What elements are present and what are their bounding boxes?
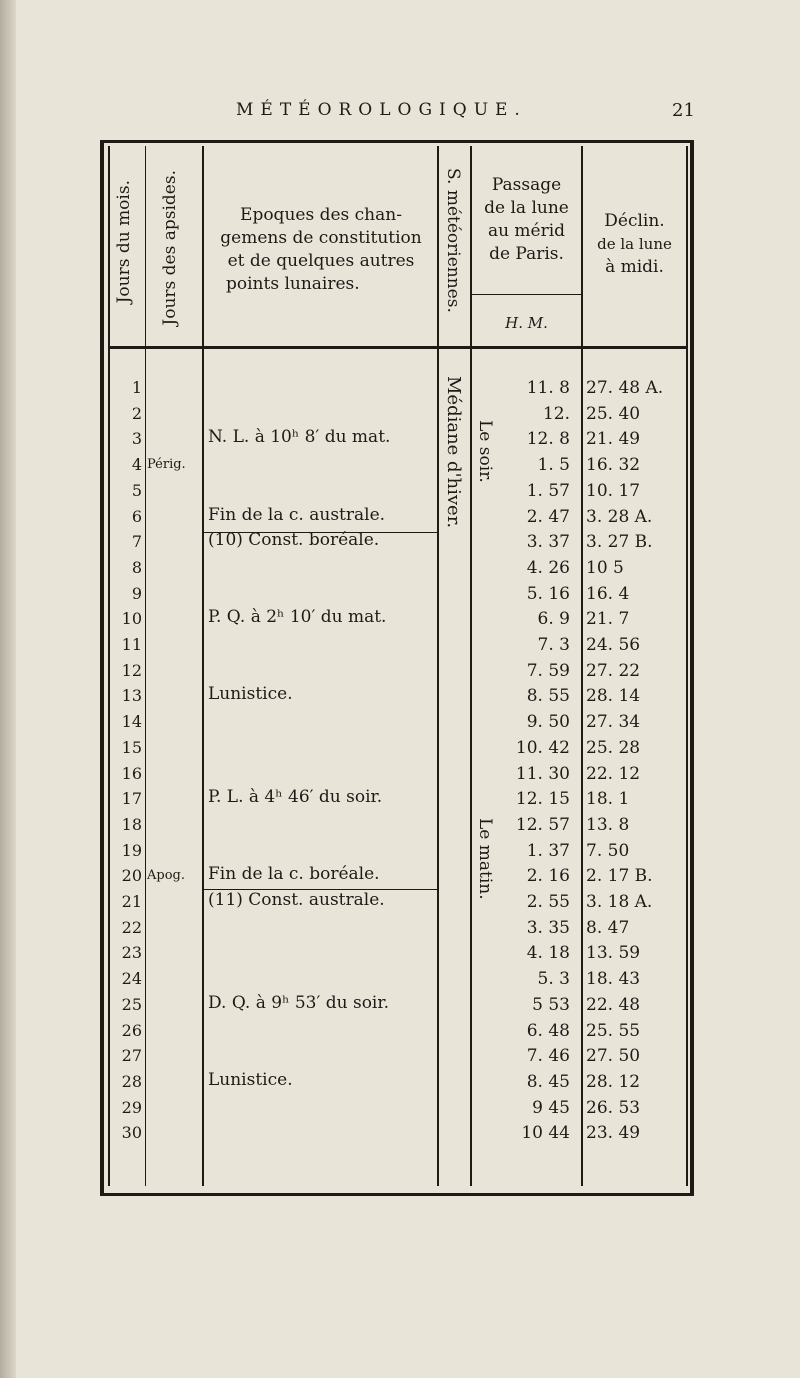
declination-value: 27. 22 (586, 660, 641, 681)
passage-time: 3. 35 (526, 917, 570, 938)
day-number: 9 (131, 583, 142, 603)
passage-time: 12. (542, 403, 570, 424)
rule (437, 146, 439, 1186)
passage-time: 7. 59 (526, 660, 570, 681)
day-number: 26 (121, 1020, 142, 1040)
header-days: Jours du mois. (114, 180, 134, 304)
page-number: 21 (672, 100, 695, 121)
declination-value: 27. 34 (586, 712, 641, 733)
event-text: Fin de la c. australe. (208, 504, 386, 525)
declination-value: 22. 12 (586, 763, 641, 784)
passage-time: 4. 18 (526, 943, 570, 964)
passage-time: 11. 8 (526, 378, 570, 398)
day-number: 28 (121, 1071, 142, 1091)
declination-value: 3. 28 A. (586, 506, 653, 527)
event-text: Fin de la c. boréale. (208, 864, 380, 885)
day-number: 21 (121, 892, 142, 911)
passage-time: 1. 57 (526, 480, 570, 501)
passage-time: 2. 16 (526, 866, 570, 887)
declination-value: 2. 17 B. (586, 866, 653, 887)
event-text: D. Q. à 9ʰ 53′ du soir. (208, 992, 390, 1013)
day-number: 19 (121, 840, 142, 860)
event-text: P. Q. à 2ʰ 10′ du mat. (208, 607, 387, 628)
header-meteor: S. météoriennes. (443, 168, 463, 313)
declination-value: 23. 49 (586, 1123, 641, 1144)
event-text: Lunistice. (208, 684, 293, 705)
day-number: 7 (131, 532, 142, 552)
running-head: MÉTÉOROLOGIQUE. (236, 100, 527, 120)
declination-value: 21. 49 (586, 429, 641, 450)
le-soir-label: Le soir. (475, 420, 495, 483)
declination-value: 13. 8 (586, 814, 630, 835)
declination-value: 10. 17 (586, 480, 641, 501)
mediane-label: Médiane d'hiver. (443, 376, 464, 529)
header-hm: H. M. (505, 314, 548, 332)
declination-value: 10 5 (586, 557, 624, 578)
passage-time: 5. 16 (526, 583, 570, 604)
declination-value: 28. 14 (586, 686, 641, 707)
day-number: 15 (121, 737, 142, 757)
day-number: 18 (121, 814, 142, 834)
book-gutter (0, 0, 16, 1378)
day-number: 14 (121, 712, 142, 732)
passage-time: 5. 3 (537, 969, 570, 990)
declination-value: 22. 48 (586, 994, 641, 1015)
passage-time: 1. 37 (526, 840, 570, 861)
declination-value: 13. 59 (586, 943, 641, 964)
day-number: 12 (121, 660, 142, 680)
day-number: 5 (131, 480, 142, 500)
day-number: 3 (131, 429, 142, 449)
day-number: 1 (131, 378, 142, 397)
declination-value: 25. 55 (586, 1020, 641, 1041)
hm-rule (472, 294, 581, 295)
header-declin: Déclin. de la lune à midi. (597, 211, 672, 277)
header-apsides: Jours des apsides. (160, 170, 180, 326)
event-text: P. L. à 4ʰ 46′ du soir. (208, 787, 383, 808)
day-number: 27 (121, 1046, 142, 1066)
declination-value: 21. 7 (586, 609, 630, 630)
declination-value: 7. 50 (586, 840, 630, 861)
passage-time: 7. 3 (537, 635, 570, 655)
passage-time: 2. 47 (526, 506, 570, 527)
day-number: 16 (121, 763, 142, 783)
header-epoques: Epoques des chan- gemens de constitution et de quelques autres points lunaires. (220, 205, 422, 294)
passage-time: 10 44 (521, 1123, 570, 1144)
event-text: N. L. à 10ʰ 8′ du mat. (208, 427, 391, 448)
passage-time: 12. 15 (515, 789, 570, 810)
apsis-label: Apog. (147, 868, 185, 884)
passage-time: 6. 48 (526, 1020, 570, 1041)
event-text: (11) Const. australe. (208, 890, 385, 910)
passage-time: 9. 50 (526, 712, 570, 733)
passage-time: 12. 8 (526, 429, 570, 450)
event-text: Lunistice. (208, 1069, 293, 1090)
day-number: 6 (131, 506, 142, 526)
day-number: 29 (121, 1097, 142, 1117)
passage-time: 5 53 (532, 994, 570, 1015)
day-number: 11 (121, 635, 142, 654)
passage-time: 8. 45 (526, 1071, 570, 1092)
rule (145, 146, 146, 1186)
day-number: 13 (121, 686, 142, 706)
rule (581, 146, 583, 1186)
passage-time: 4. 26 (526, 557, 570, 578)
day-number: 20 (121, 866, 142, 886)
declination-value: 27. 50 (586, 1046, 641, 1067)
passage-time: 10. 42 (515, 737, 570, 758)
declination-value: 28. 12 (586, 1071, 641, 1092)
passage-time: 3. 37 (526, 532, 570, 553)
day-number: 25 (121, 994, 142, 1014)
passage-time: 1. 5 (537, 455, 570, 476)
passage-time: 7. 46 (526, 1046, 570, 1067)
passage-time: 8. 55 (526, 686, 570, 707)
declination-value: 18. 1 (586, 789, 630, 810)
declination-value: 16. 32 (586, 455, 641, 476)
day-number: 4 (131, 455, 142, 475)
day-number: 22 (121, 917, 142, 937)
passage-time: 6. 9 (537, 609, 570, 630)
declination-value: 8. 47 (586, 917, 630, 938)
declination-value: 16. 4 (586, 583, 630, 604)
event-text: (10) Const. boréale. (208, 530, 380, 551)
declination-value: 27. 48 A. (586, 378, 664, 398)
declination-value: 25. 28 (586, 737, 641, 758)
passage-time: 12. 57 (515, 814, 570, 835)
passage-time: 11. 30 (515, 763, 570, 784)
day-number: 2 (131, 403, 142, 423)
day-number: 10 (121, 609, 142, 629)
declination-value: 18. 43 (586, 969, 641, 990)
day-number: 17 (121, 789, 142, 809)
rule (470, 146, 472, 1186)
declination-value: 3. 27 B. (586, 532, 653, 553)
day-number: 24 (121, 969, 142, 989)
day-number: 30 (121, 1123, 142, 1143)
passage-time: 9 45 (532, 1097, 570, 1118)
declination-value: 3. 18 A. (586, 892, 653, 912)
passage-time: 2. 55 (526, 892, 570, 912)
declination-value: 24. 56 (586, 635, 641, 655)
rule (202, 146, 204, 1186)
declination-value: 26. 53 (586, 1097, 641, 1118)
day-number: 8 (131, 557, 142, 577)
header-rule (108, 346, 688, 349)
apsis-label: Périg. (147, 457, 186, 473)
header-passage: Passage de la lune au mérid de Paris. (484, 175, 569, 264)
day-number: 23 (121, 943, 142, 963)
le-matin-label: Le matin. (475, 818, 495, 900)
declination-value: 25. 40 (586, 403, 641, 424)
